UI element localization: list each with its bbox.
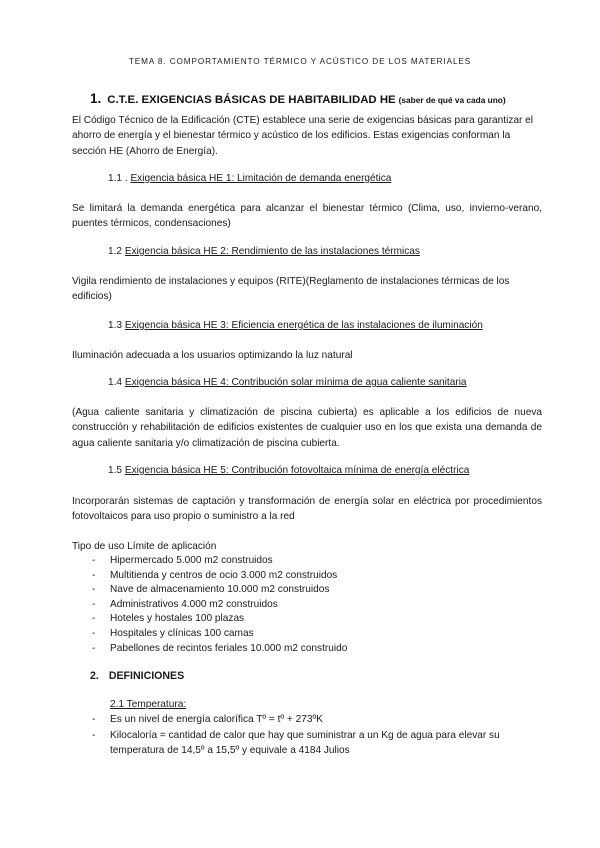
subsection-1-3-number: 1.3 <box>108 320 123 331</box>
subsection-1-1-heading <box>108 173 391 184</box>
list-item-text: Kilocaloría = cantidad de calor que hay que suministrar a un Kg de agua para elevar su temperatura de 14,5º a 15,5º y equivale a 4184 Julios <box>110 729 500 756</box>
subsection-2-1-heading: 2.1 Temperatura: <box>110 699 187 710</box>
subsection-1-4-title: Exigencia básica HE 4: Contribución solar mínima de agua caliente sanitaria <box>124 377 467 388</box>
subsection-1-5-number: 1.5 <box>108 465 123 476</box>
list-item <box>72 583 347 598</box>
list-item-text: Multitienda y centros de ocio 3.000 m2 construidos <box>110 569 338 581</box>
subsection-1-4-number: 1.4 <box>108 377 123 388</box>
dash-bullet: - <box>92 714 96 725</box>
list-item-text: Administrativos 4.000 m2 construidos <box>110 598 278 610</box>
section-1-intro: El Código Técnico de la Edificación (CTE) establece una serie de exigencias básicas para garantizar el ahorro de energía y el bienestar térmico y acústico de los edificios. Estas exigencias conforman la sección HE (Ahorro de Energía). <box>72 115 534 157</box>
section-1-number: 1. <box>90 91 102 106</box>
subsection-1-5-heading <box>108 465 469 476</box>
list-item <box>72 642 347 657</box>
dash-bullet: - <box>92 613 96 625</box>
section-2-title: DEFINICIONES <box>108 670 185 682</box>
dash-bullet: - <box>92 729 96 741</box>
list-item <box>72 598 347 613</box>
subsection-1-1-title: Exigencia básica HE 1: Limitación de demanda energética <box>130 173 392 184</box>
uses-heading: Tipo de uso Límite de aplicación <box>72 541 217 552</box>
dash-bullet: - <box>92 555 96 566</box>
running-header: TEMA 8. COMPORTAMIENTO TÉRMICO Y ACÚSTICO DE LOS MATERIALES <box>128 57 472 66</box>
section-1-note: (saber de qué va cada uno) <box>398 95 506 105</box>
subsection-1-3-title: Exigencia básica HE 3: Eficiencia energética de las instalaciones de iluminación <box>124 320 483 331</box>
dash-bullet: - <box>92 642 96 654</box>
list-item-text: Hospitales y clínicas 100 camas <box>110 627 254 639</box>
uses-list <box>72 554 347 656</box>
subsection-1-4-heading <box>108 377 467 388</box>
dash-bullet: - <box>92 584 96 596</box>
list-item-text: Es un nivel de energía calorífica Tº = tº + 273ºK <box>110 714 323 725</box>
subsection-1-1-text: Se limitará la demanda energética para alcanzar el bienestar térmico (Clima, uso, invierno-verano, puentes térmicos, condensaciones) <box>72 203 542 230</box>
list-item <box>72 713 546 728</box>
list-item <box>72 569 347 584</box>
list-item <box>72 612 347 627</box>
subsection-1-2-number: 1.2 <box>108 246 123 257</box>
list-item-text: Pabellones de recintos feriales 10.000 m2 construido <box>110 642 348 654</box>
subsection-1-5-title: Exigencia básica HE 5: Contribución fotovoltaica mínima de energía eléctrica <box>124 465 470 476</box>
subsection-1-1-number: 1.1 . <box>108 173 128 184</box>
definitions-list <box>72 713 546 759</box>
list-item <box>72 729 546 759</box>
section-1-heading <box>90 91 506 106</box>
subsection-1-2-text: Vigila rendimiento de instalaciones y equipos (RITE)(Reglamento de instalaciones térmicas de los edificios) <box>72 276 510 303</box>
list-item-text: Hoteles y hostales 100 plazas <box>110 613 245 625</box>
subsection-1-5-text: Incorporarán sistemas de captación y transformación de energía solar en eléctrica por procedimientos fotovoltaicos para uso propio o suministro a la red <box>72 496 542 523</box>
list-item <box>72 627 347 642</box>
subsection-1-2-heading <box>108 246 420 257</box>
dash-bullet: - <box>92 598 96 610</box>
dash-bullet: - <box>92 569 96 581</box>
section-2-heading <box>90 670 184 682</box>
subsection-1-4-text: (Agua caliente sanitaria y climatización de piscina cubierta) es aplicable a los edificios de nueva construcción y rehabilitación de edificios existentes de cualquier uso en los que exista una demanda de agua caliente sanitaria y/o climatización de piscina cubierta. <box>72 407 542 449</box>
section-2-number: 2. <box>90 670 99 682</box>
subsection-1-3-heading <box>108 320 483 331</box>
subsection-1-2-title: Exigencia básica HE 2: Rendimiento de las instalaciones térmicas <box>124 246 420 257</box>
section-1-title: C.T.E. EXIGENCIAS BÁSICAS DE HABITABILIDAD HE <box>107 94 396 106</box>
subsection-1-3-text: Iluminación adecuada a los usuarios optimizando la luz natural <box>72 350 353 361</box>
list-item-text: Nave de almacenamiento 10.000 m2 construidos <box>110 584 330 596</box>
list-item <box>72 554 347 569</box>
list-item-text: Hipermercado 5.000 m2 construidos <box>110 555 273 566</box>
dash-bullet: - <box>92 627 96 639</box>
